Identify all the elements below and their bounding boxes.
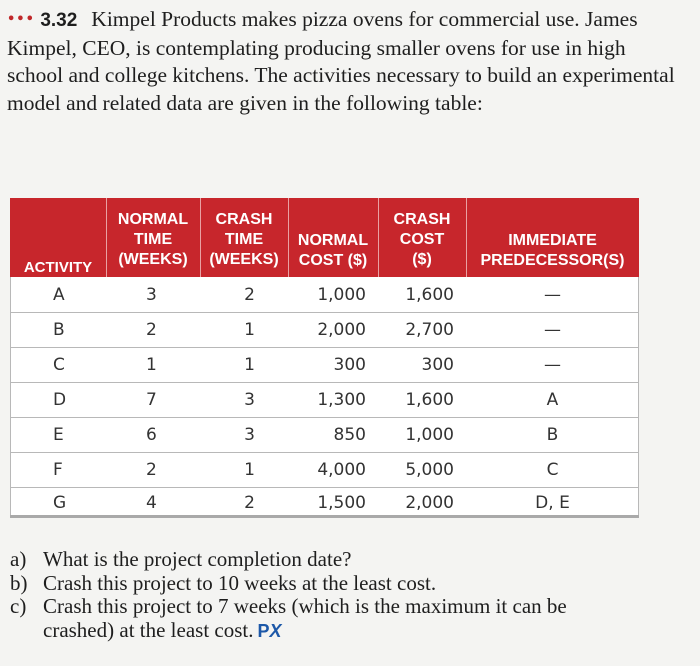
cell-crash-cost: 5,000 <box>405 460 454 480</box>
cell-predecessor: C <box>546 460 559 480</box>
cell-normal-time: 2 <box>146 460 157 480</box>
px-icon: PX <box>257 620 282 641</box>
cell-normal-time: 3 <box>146 285 157 305</box>
header-normal-time: NORMAL TIME (WEEKS) <box>117 211 189 268</box>
table-row <box>10 487 639 515</box>
table-row <box>10 277 639 313</box>
cell-crash-time: 1 <box>244 355 255 375</box>
cell-predecessor: — <box>544 355 561 375</box>
cell-crash-cost: 2,000 <box>405 493 454 513</box>
cell-normal-time: 7 <box>146 390 157 410</box>
problem-text: Kimpel Products makes pizza ovens for commercial use. James Kimpel, CEO, is contemplating producing smaller ovens for use in high school and college kitchens. The activities necessary to build an experimental model and related data are given in the following table: <box>7 7 675 115</box>
header-divider <box>466 198 467 277</box>
cell-normal-cost: 4,000 <box>317 460 366 480</box>
cell-crash-time: 1 <box>244 320 255 340</box>
activity-table <box>10 198 639 518</box>
question-label: a) <box>10 547 27 571</box>
difficulty-dots: ••• <box>7 12 35 27</box>
cell-normal-cost: 1,500 <box>317 493 366 513</box>
cell-normal-time: 1 <box>146 355 157 375</box>
cell-normal-cost: 2,000 <box>317 320 366 340</box>
cell-crash-cost: 2,700 <box>405 320 454 340</box>
cell-predecessor: — <box>544 285 561 305</box>
cell-crash-cost: 1,600 <box>405 390 454 410</box>
cell-crash-time: 2 <box>244 285 255 305</box>
cell-activity: D <box>53 390 67 410</box>
question-text: Crash this project to 10 weeks at the least cost. <box>43 570 437 595</box>
table-row <box>10 347 639 383</box>
header-divider <box>200 198 201 277</box>
cell-predecessor: A <box>546 390 559 410</box>
header-crash-cost: CRASH COST ($) <box>393 211 451 268</box>
cell-activity: F <box>53 460 63 480</box>
cell-crash-time: 2 <box>244 493 255 513</box>
cell-normal-cost: 1,000 <box>317 285 366 305</box>
question-text-wrap <box>43 595 643 643</box>
question-text: Crash this project to 7 weeks (which is the maximum it can be crashed) at the least cost. <box>43 594 567 642</box>
header-immediate-predecessors: IMMEDIATE PREDECESSOR(S) <box>480 232 625 269</box>
question-a <box>10 548 690 572</box>
question-text: What is the project completion date? <box>43 547 352 571</box>
cell-normal-cost: 1,300 <box>317 390 366 410</box>
question-label: c) <box>10 594 27 618</box>
cell-activity: E <box>53 425 64 445</box>
table-row <box>10 382 639 418</box>
problem-number: 3.32 <box>40 10 78 31</box>
table-header <box>10 198 639 277</box>
header-divider <box>106 198 107 277</box>
cell-predecessor: B <box>546 425 559 445</box>
table-row <box>10 452 639 488</box>
cell-normal-cost: 850 <box>333 425 366 445</box>
table-row <box>10 312 639 348</box>
header-divider <box>288 198 289 277</box>
cell-predecessor: D, E <box>535 493 570 513</box>
cell-normal-time: 4 <box>146 493 157 513</box>
cell-activity: A <box>53 285 65 305</box>
cell-normal-time: 6 <box>146 425 157 445</box>
question-label: b) <box>10 570 28 595</box>
cell-activity: C <box>53 355 65 375</box>
table-bottom-rule <box>10 515 639 518</box>
cell-predecessor: — <box>544 320 561 340</box>
cell-crash-cost: 300 <box>421 355 454 375</box>
header-crash-time: CRASH TIME (WEEKS) <box>209 211 279 268</box>
cell-activity: G <box>53 493 67 513</box>
cell-activity: B <box>53 320 65 340</box>
header-normal-cost: NORMAL COST ($) <box>297 232 369 269</box>
cell-normal-cost: 300 <box>333 355 366 375</box>
header-divider <box>378 198 379 277</box>
problem-statement <box>7 6 687 117</box>
cell-crash-time: 3 <box>244 425 255 445</box>
question-b <box>10 572 690 596</box>
cell-crash-time: 3 <box>244 390 255 410</box>
cell-crash-time: 1 <box>244 460 255 480</box>
question-c <box>10 595 690 643</box>
question-list <box>10 548 690 643</box>
table-row <box>10 417 639 453</box>
cell-crash-cost: 1,600 <box>405 285 454 305</box>
header-activity: ACTIVITY <box>23 259 93 276</box>
cell-normal-time: 2 <box>146 320 157 340</box>
cell-crash-cost: 1,000 <box>405 425 454 445</box>
